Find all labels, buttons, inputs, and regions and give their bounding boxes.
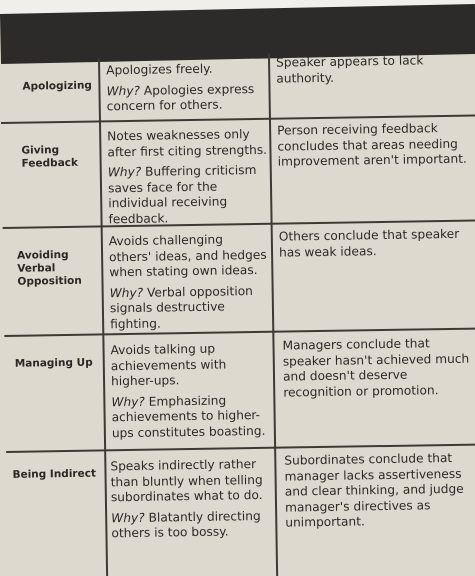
behavior-cell <box>109 232 271 333</box>
behavior-cell <box>110 457 277 542</box>
behavior-cell <box>107 127 269 228</box>
behavior-cell <box>110 341 272 442</box>
row-label: Giving Feedback <box>21 144 79 170</box>
result-cell <box>276 53 466 87</box>
why-label: Why? <box>106 83 141 98</box>
why-reason: Verbal opposition signals destructive fighting. <box>109 283 253 331</box>
why-text <box>111 508 277 542</box>
why-label: Why? <box>109 285 144 300</box>
behavior-text: Speaks indirectly rather than bluntly when telling subordinates what to do. <box>110 457 263 505</box>
result-text: Managers conclude that speaker hasn't achieved much and doesn't deserve recognition or promotion. <box>282 336 470 400</box>
why-label: Why? <box>111 394 145 409</box>
behavior-cell <box>106 61 262 115</box>
why-text <box>106 81 261 114</box>
result-cell <box>284 451 475 532</box>
behavior-text: Apologizes freely. <box>106 61 213 78</box>
row-label: Apologizing <box>22 79 93 93</box>
result-cell <box>279 227 469 261</box>
why-text <box>111 392 272 441</box>
why-label: Why? <box>107 164 142 180</box>
row-label: Managing Up <box>14 356 93 370</box>
result-cell <box>282 336 475 401</box>
behavior-text: Notes weaknesses only after first citing strengths. <box>107 127 268 159</box>
row-label: Being Indirect <box>12 467 97 481</box>
why-label: Why? <box>111 510 145 525</box>
why-reason: Blatantly directing others is too bossy. <box>111 508 261 541</box>
why-text <box>108 163 269 228</box>
result-text: Subordinates conclude that manager lacks assertiveness and clear thinking, and judge manager's directives as unimportant. <box>284 450 464 530</box>
behavior-text: Avoids talking up achievements with higher-ups. <box>110 341 227 389</box>
result-text: Others conclude that speaker has weak ideas. <box>278 226 460 260</box>
why-reason: Buffering criticism saves face for the individual receiving feedback. <box>107 162 257 226</box>
result-text: Person receiving feedback concludes that areas needing improvement aren't important. <box>277 121 467 169</box>
result-cell <box>277 121 468 170</box>
why-text <box>110 283 271 332</box>
behavior-text: Avoids challenging others' ideas, and hedges when stating own ideas. <box>108 232 267 280</box>
why-reason: Emphasizing achievements to higher-ups constitutes boasting. <box>111 392 266 440</box>
why-reason: Apologies express concern for others. <box>106 81 255 114</box>
row-label: Avoiding Verbal Opposition <box>16 248 82 288</box>
result-text: Speaker appears to lack authority. <box>275 53 424 86</box>
